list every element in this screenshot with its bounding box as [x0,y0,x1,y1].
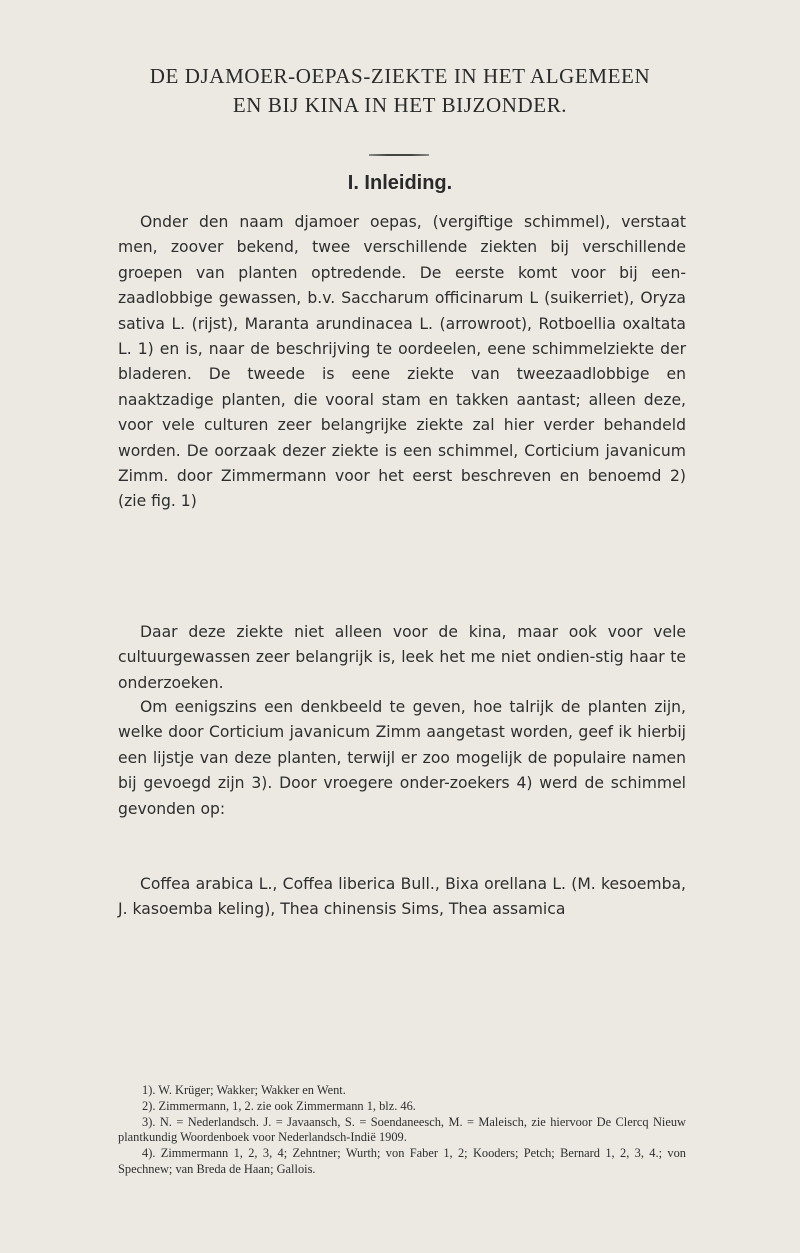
paragraph-4: Coffea arabica L., Coffea liberica Bull., Bixa orellana L. (M. kesoemba, J. kasoemba keling), Thea chinensis Sims, Thea assamica [118,875,686,919]
paragraph-1: Onder den naam djamoer oepas, (vergiftige schimmel), verstaat men, zoover bekend, twee verschillende ziekten bij verschillende groepen van planten optredende. De eerste komt voor bij een-zaadlobbige gewassen, b.v. Saccharum officinarum L (suikerriet), Oryza sativa L. (rijst), Maranta arundinacea L. (arrowroot), Rotboellia oxaltata L. 1) en is, naar de beschrijving te oordeelen, eene schimmelziekte der bladeren. De tweede is eene ziekte van tweezaadlobbige en naaktzadige planten, die vooral stam en takken aantast; alleen deze, voor vele culturen zeer belangrijke ziekte zal hier verder behandeld worden. De oorzaak dezer ziekte is een schimmel, Corticium javanicum Zimm. door Zimmermann voor het eerst beschreven en benoemd 2) (zie fig. 1) [118,213,686,511]
title-divider [369,154,429,156]
document-title-line-1: DE DJAMOER-OEPAS-ZIEKTE IN HET ALGEMEEN [149,64,651,88]
footnotes [118,1083,686,1178]
document-title-line-2: EN BIJ KINA IN HET BIJZONDER. [232,93,568,117]
paragraph-3: Om eenigszins een denkbeeld te geven, hoe talrijk de planten zijn, welke door Corticium javanicum Zimm aangetast worden, geef ik hierbij een lijstje van deze planten, terwijl er zoo mogelijk de populaire namen bij gevoegd zijn 3). Door vroegere onder-zoekers 4) werd de schimmel gevonden op: [118,698,686,818]
paragraph-2: Daar deze ziekte niet alleen voor de kina, maar ook voor vele cultuurgewassen zeer belangrijk is, leek het me niet ondien-stig haar te onderzoeken. [118,623,686,692]
footnote-1: 1). W. Krüger; Wakker; Wakker en Went. [142,1083,346,1097]
section-heading: I. Inleiding. [347,172,453,194]
footnote-4: 4). Zimmermann 1, 2, 3, 4; Zehntner; Wurth; von Faber 1, 2; Kooders; Petch; Bernard 1, 2, 3, 4.; von Spechnew; van Breda de Haan; Gallois. [118,1146,686,1176]
footnote-3: 3). N. = Nederlandsch. J. = Javaansch, S. = Soendaneesch, M. = Maleisch, zie hiervoor De Clercq Nieuw plantkundig Woordenboek voor Nederlandsch-Indië 1909. [118,1114,686,1145]
footnote-2: 2). Zimmermann, 1, 2. zie ook Zimmermann 1, blz. 46. [142,1098,416,1113]
